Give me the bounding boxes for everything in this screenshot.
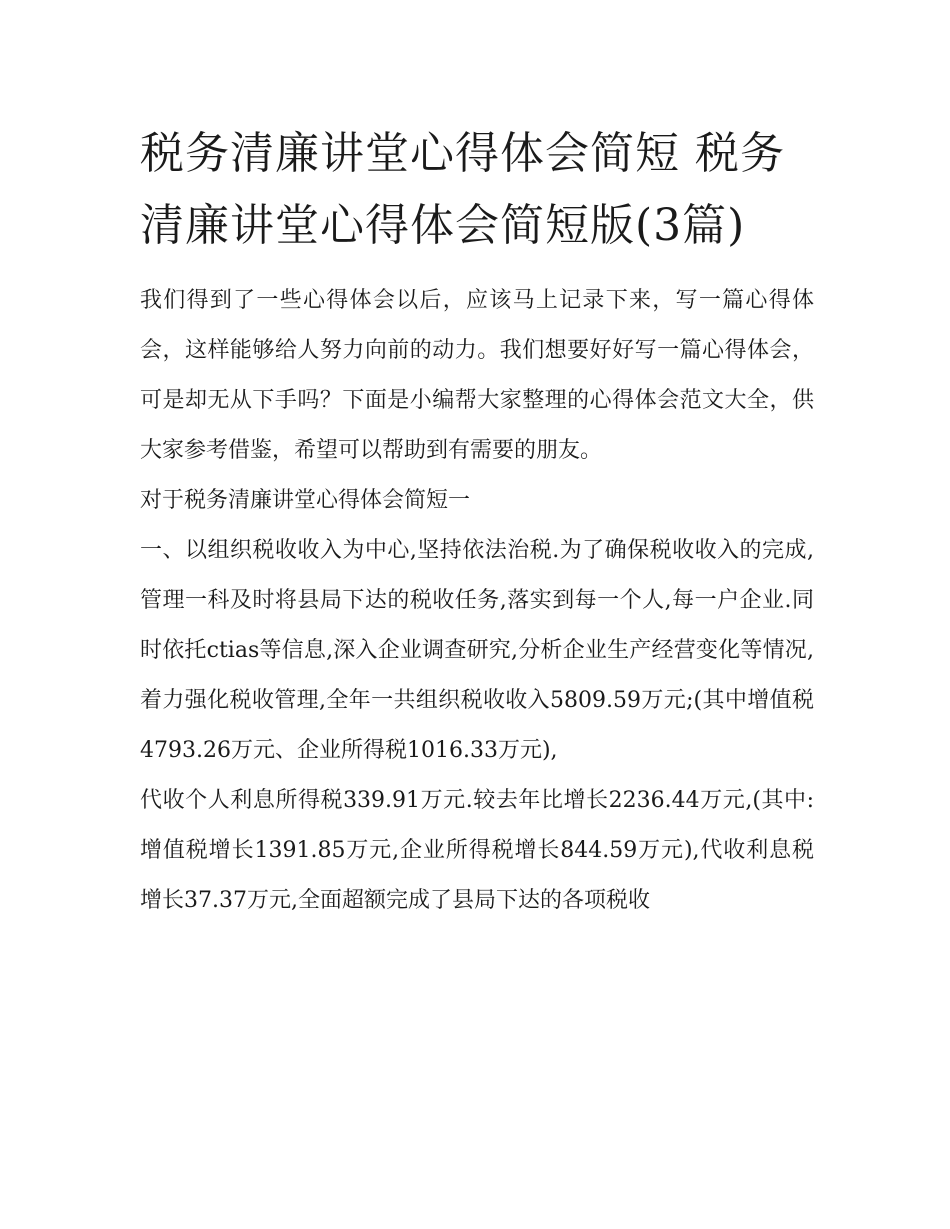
document-title: 税务清廉讲堂心得体会简短 税务清廉讲堂心得体会简短版(3篇) xyxy=(140,128,785,251)
intro-paragraph: 我们得到了一些心得体会以后，应该马上记录下来，写一篇心得体会，这样能够给人努力向前的动力。我们想要好好写一篇心得体会，可是却无从下手吗？下面是小编帮大家整理的心得体会范文大全，供大家参考借鉴，希望可以帮助到有需要的朋友。 xyxy=(140,288,814,463)
body-paragraph: 代收个人利息所得税339.91万元.较去年比增长2236.44万元,(其中:增值税增长1391.85万元,企业所得税增长844.59万元),代收利息税增长37.37万元,全面超额完成了县局下达的各项税收 xyxy=(140,788,814,913)
body-paragraph: 一、以组织税收收入为中心,坚持依法治税.为了确保税收收入的完成,管理一科及时将县局下达的税收任务,落实到每一个人,每一户企业.同时依托ctias等信息,深入企业调查研究,分析企业生产经营变化等情况,着力强化税收管理,全年一共组织税收收入5809.59万元;(其中增值税4793.26万元、企业所得税1016.33万元), xyxy=(140,538,814,763)
section-heading: 对于税务清廉讲堂心得体会简短一 xyxy=(140,488,471,513)
document-page xyxy=(140,118,814,926)
